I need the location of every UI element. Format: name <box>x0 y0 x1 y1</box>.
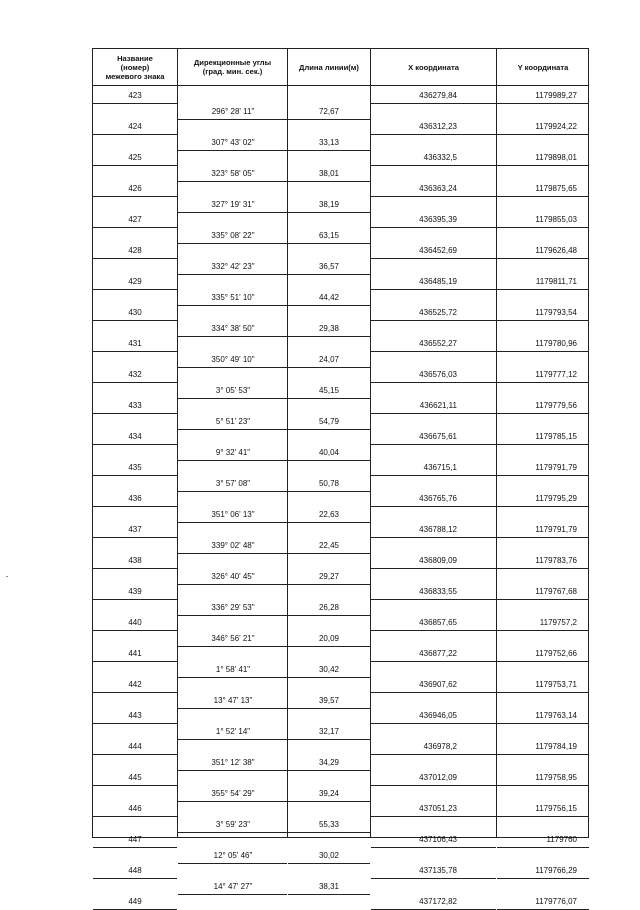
row-rule <box>371 258 496 259</box>
boundary-coordinates-table <box>92 48 589 906</box>
row-rule <box>371 506 496 507</box>
point-name: 448 <box>128 866 142 875</box>
row-rule <box>288 522 370 523</box>
row-rule <box>288 243 370 244</box>
point-name: 434 <box>128 432 142 441</box>
row-rule <box>93 661 177 662</box>
row-rule <box>497 320 589 321</box>
row-rule <box>178 398 287 399</box>
y-coordinate: 1179795,29 <box>535 494 577 503</box>
point-name: 445 <box>128 773 142 782</box>
table-body <box>93 86 588 906</box>
y-coordinate: 1179780,96 <box>535 339 577 348</box>
direction-angle: 9° 32' 41" <box>215 447 251 457</box>
row-rule <box>497 599 589 600</box>
row-rule <box>371 196 496 197</box>
row-rule <box>497 816 589 817</box>
header-x-coordinate: X координата <box>408 62 459 72</box>
x-coordinate: 437012,09 <box>419 773 457 782</box>
line-length: 22,63 <box>318 509 340 519</box>
y-coordinate: 1179626,48 <box>535 246 577 255</box>
x-coordinate: 436312,23 <box>419 122 457 131</box>
x-coordinate: 436675,61 <box>419 432 457 441</box>
point-name: 423 <box>128 91 142 100</box>
line-length: 29,38 <box>318 323 340 333</box>
scan-speck <box>6 576 8 577</box>
row-rule <box>178 491 287 492</box>
y-coordinate: 1179785,15 <box>535 432 577 441</box>
row-rule <box>497 351 589 352</box>
point-name: 425 <box>128 153 142 162</box>
direction-angle: 335° 08' 22" <box>211 230 255 240</box>
point-name: 431 <box>128 339 142 348</box>
direction-angle: 1° 58' 41" <box>215 664 251 674</box>
y-coordinate: 1179777,12 <box>535 370 577 379</box>
row-rule <box>178 832 287 833</box>
row-rule <box>288 584 370 585</box>
x-coordinate: 437135,78 <box>419 866 457 875</box>
row-rule <box>497 165 589 166</box>
line-length: 72,67 <box>318 106 340 116</box>
row-rule <box>178 212 287 213</box>
header-line: Дирекционные углы <box>193 58 272 67</box>
row-rule <box>288 150 370 151</box>
y-coordinate: 1179767,68 <box>535 587 577 596</box>
y-coordinate: 1179756,15 <box>535 804 577 813</box>
x-coordinate: 436978,2 <box>423 742 457 751</box>
x-coordinate: 436877,22 <box>419 649 457 658</box>
direction-angle: 14° 47' 27" <box>213 881 253 891</box>
row-rule <box>93 165 177 166</box>
row-rule <box>93 258 177 259</box>
direction-angle: 346° 56' 21" <box>211 633 255 643</box>
direction-angle: 12° 05' 46" <box>213 850 253 860</box>
row-rule <box>178 274 287 275</box>
line-length: 50,78 <box>318 478 340 488</box>
direction-angle: 335° 51' 10" <box>211 292 255 302</box>
point-name: 430 <box>128 308 142 317</box>
direction-angle: 296° 28' 11" <box>211 106 255 116</box>
direction-angle: 327° 19' 31" <box>211 199 255 209</box>
row-rule <box>371 289 496 290</box>
row-rule <box>288 212 370 213</box>
y-coordinate: 1179776,07 <box>535 897 577 906</box>
row-rule <box>288 553 370 554</box>
line-length: 22,45 <box>318 540 340 550</box>
x-coordinate: 436485,19 <box>419 277 457 286</box>
row-rule <box>497 785 589 786</box>
row-rule <box>371 692 496 693</box>
row-rule <box>93 475 177 476</box>
line-length: 38,01 <box>318 168 340 178</box>
y-coordinate: 1179758,95 <box>535 773 577 782</box>
row-rule <box>371 444 496 445</box>
line-length: 32,17 <box>318 726 340 736</box>
row-rule <box>93 785 177 786</box>
point-name: 440 <box>128 618 142 627</box>
row-rule <box>288 274 370 275</box>
row-rule <box>178 243 287 244</box>
row-rule <box>288 615 370 616</box>
point-name: 426 <box>128 184 142 193</box>
x-coordinate: 436552,27 <box>419 339 457 348</box>
row-rule <box>371 661 496 662</box>
header-line: межевого знака <box>105 71 165 81</box>
row-rule <box>497 289 589 290</box>
row-rule <box>178 739 287 740</box>
x-coordinate: 436363,24 <box>419 184 457 193</box>
direction-angle: 1° 52' 14" <box>215 726 251 736</box>
row-rule <box>497 878 589 879</box>
y-coordinate: 1179766,29 <box>535 866 577 875</box>
y-coordinate: 1179791,79 <box>535 463 577 472</box>
line-length: 40,04 <box>318 447 340 457</box>
row-rule <box>497 196 589 197</box>
point-name: 427 <box>128 215 142 224</box>
x-coordinate: 437051,23 <box>419 804 457 813</box>
x-coordinate: 436452,69 <box>419 246 457 255</box>
line-length: 20,09 <box>318 633 340 643</box>
header-point-name <box>93 49 177 85</box>
row-rule <box>178 801 287 802</box>
point-name: 433 <box>128 401 142 410</box>
row-rule <box>178 305 287 306</box>
x-coordinate: 436765,76 <box>419 494 457 503</box>
row-rule <box>288 429 370 430</box>
header-y-coordinate: Y координата <box>517 62 569 72</box>
y-coordinate: 1179783,76 <box>535 556 577 565</box>
x-coordinate: 436809,09 <box>419 556 457 565</box>
row-rule <box>288 367 370 368</box>
direction-angle: 3° 57' 08" <box>215 478 251 488</box>
row-rule <box>288 863 370 864</box>
row-rule <box>288 708 370 709</box>
y-coordinate: 1179924,22 <box>535 122 577 131</box>
row-rule <box>93 103 177 104</box>
line-length: 29,27 <box>318 571 340 581</box>
row-rule <box>178 336 287 337</box>
row-rule <box>288 770 370 771</box>
row-rule <box>371 568 496 569</box>
row-rule <box>178 615 287 616</box>
row-rule <box>371 816 496 817</box>
row-rule <box>371 103 496 104</box>
row-rule <box>497 537 589 538</box>
direction-angle: 355° 54' 29" <box>211 788 255 798</box>
row-rule <box>178 708 287 709</box>
row-rule <box>178 119 287 120</box>
direction-angle: 5° 51' 23" <box>215 416 251 426</box>
row-rule <box>288 460 370 461</box>
row-rule <box>93 289 177 290</box>
y-coordinate: 1179898,01 <box>535 153 577 162</box>
point-name: 447 <box>128 835 142 844</box>
point-name: 438 <box>128 556 142 565</box>
row-rule <box>178 150 287 151</box>
direction-angle: 307° 43' 02" <box>211 137 255 147</box>
y-coordinate: 1179757,2 <box>539 618 577 627</box>
row-rule <box>497 754 589 755</box>
direction-angle: 350° 49' 10" <box>211 354 255 364</box>
row-rule <box>93 723 177 724</box>
direction-angle: 351° 06' 13" <box>211 509 255 519</box>
row-rule <box>93 754 177 755</box>
line-length: 54,79 <box>318 416 340 426</box>
header-line: Название <box>117 53 153 63</box>
line-length: 30,02 <box>318 850 340 860</box>
header-line: (град. мин. сек.) <box>202 67 263 76</box>
row-rule <box>178 553 287 554</box>
y-coordinate: 1179784,19 <box>535 742 577 751</box>
row-rule <box>93 537 177 538</box>
row-rule <box>288 119 370 120</box>
x-coordinate: 437106,43 <box>419 835 457 844</box>
row-rule <box>93 413 177 414</box>
line-length: 30,42 <box>318 664 340 674</box>
row-rule <box>288 801 370 802</box>
row-rule <box>178 522 287 523</box>
point-name: 439 <box>128 587 142 596</box>
line-length: 26,28 <box>318 602 340 612</box>
header-line-length: Длина линии(м) <box>299 62 359 72</box>
row-rule <box>178 677 287 678</box>
row-rule <box>371 847 496 848</box>
x-coordinate: 436857,65 <box>419 618 457 627</box>
row-rule <box>93 196 177 197</box>
x-coordinate: 436946,05 <box>419 711 457 720</box>
direction-angle: 323° 58' 05" <box>211 168 255 178</box>
row-rule <box>288 491 370 492</box>
point-name: 446 <box>128 804 142 813</box>
row-rule <box>497 630 589 631</box>
point-name: 428 <box>128 246 142 255</box>
row-rule <box>288 336 370 337</box>
row-rule <box>497 103 589 104</box>
row-rule <box>497 413 589 414</box>
line-length: 44,42 <box>318 292 340 302</box>
y-coordinate: 1179760 <box>546 835 577 844</box>
row-rule <box>93 382 177 383</box>
point-name: 449 <box>128 897 142 906</box>
row-rule <box>93 134 177 135</box>
y-coordinate: 1179875,65 <box>535 184 577 193</box>
row-rule <box>288 646 370 647</box>
row-rule <box>288 677 370 678</box>
row-rule <box>371 599 496 600</box>
row-rule <box>288 894 370 895</box>
y-coordinate: 1179779,56 <box>535 401 577 410</box>
row-rule <box>93 692 177 693</box>
row-rule <box>93 599 177 600</box>
row-rule <box>371 382 496 383</box>
row-rule <box>93 816 177 817</box>
direction-angle: 13° 47' 13" <box>213 695 253 705</box>
row-rule <box>371 413 496 414</box>
row-rule <box>371 723 496 724</box>
header-direction-angles <box>178 49 287 85</box>
row-rule <box>497 227 589 228</box>
direction-angle: 336° 29' 53" <box>211 602 255 612</box>
direction-angle: 334° 38' 50" <box>211 323 255 333</box>
direction-angle: 351° 12' 38" <box>211 757 255 767</box>
row-rule <box>371 785 496 786</box>
x-coordinate: 436395,39 <box>419 215 457 224</box>
line-length: 24,07 <box>318 354 340 364</box>
row-rule <box>497 134 589 135</box>
row-rule <box>288 739 370 740</box>
row-rule <box>178 367 287 368</box>
line-length: 36,57 <box>318 261 340 271</box>
row-rule <box>93 506 177 507</box>
row-rule <box>497 506 589 507</box>
direction-angle: 326° 40' 45" <box>211 571 255 581</box>
x-coordinate: 436525,72 <box>419 308 457 317</box>
row-rule <box>371 537 496 538</box>
row-rule <box>178 429 287 430</box>
row-rule <box>371 630 496 631</box>
row-rule <box>178 584 287 585</box>
y-coordinate: 1179793,54 <box>535 308 577 317</box>
y-coordinate: 1179791,79 <box>535 525 577 534</box>
line-length: 34,29 <box>318 757 340 767</box>
point-name: 435 <box>128 463 142 472</box>
row-rule <box>497 692 589 693</box>
row-rule <box>371 475 496 476</box>
line-length: 55,33 <box>318 819 340 829</box>
row-rule <box>93 444 177 445</box>
row-rule <box>288 181 370 182</box>
point-name: 442 <box>128 680 142 689</box>
row-rule <box>497 661 589 662</box>
row-rule <box>93 878 177 879</box>
x-coordinate: 436715,1 <box>423 463 457 472</box>
point-name: 441 <box>128 649 142 658</box>
row-rule <box>178 646 287 647</box>
x-coordinate: 436833,55 <box>419 587 457 596</box>
header-line: (номер) <box>120 62 150 72</box>
row-rule <box>497 475 589 476</box>
point-name: 443 <box>128 711 142 720</box>
row-rule <box>288 305 370 306</box>
point-name: 424 <box>128 122 142 131</box>
y-coordinate: 1179811,71 <box>535 277 577 286</box>
direction-angle: 339° 02' 48" <box>211 540 255 550</box>
line-length: 39,24 <box>318 788 340 798</box>
line-length: 63,15 <box>318 230 340 240</box>
line-length: 45,15 <box>318 385 340 395</box>
direction-angle: 332° 42' 23" <box>211 261 255 271</box>
row-rule <box>371 227 496 228</box>
row-rule <box>178 863 287 864</box>
x-coordinate: 436907,62 <box>419 680 457 689</box>
row-rule <box>288 832 370 833</box>
row-rule <box>371 134 496 135</box>
row-rule <box>371 165 496 166</box>
y-coordinate: 1179855,03 <box>535 215 577 224</box>
row-rule <box>497 723 589 724</box>
row-rule <box>93 630 177 631</box>
row-rule <box>178 181 287 182</box>
direction-angle: 3° 59' 23" <box>215 819 251 829</box>
y-coordinate: 1179752,66 <box>535 649 577 658</box>
x-coordinate: 437172,82 <box>419 897 457 906</box>
point-name: 432 <box>128 370 142 379</box>
row-rule <box>497 258 589 259</box>
y-coordinate: 1179753,71 <box>535 680 577 689</box>
point-name: 429 <box>128 277 142 286</box>
row-rule <box>178 894 287 895</box>
x-coordinate: 436576,03 <box>419 370 457 379</box>
line-length: 33,13 <box>318 137 340 147</box>
y-coordinate: 1179763,14 <box>535 711 577 720</box>
row-rule <box>371 320 496 321</box>
direction-angle: 3° 05' 53" <box>215 385 251 395</box>
row-rule <box>371 351 496 352</box>
row-rule <box>93 351 177 352</box>
x-coordinate: 436621,11 <box>419 401 457 410</box>
row-rule <box>178 460 287 461</box>
row-rule <box>371 878 496 879</box>
point-name: 436 <box>128 494 142 503</box>
y-coordinate: 1179989,27 <box>535 91 577 100</box>
row-rule <box>497 568 589 569</box>
row-rule <box>93 227 177 228</box>
row-rule <box>178 770 287 771</box>
row-rule <box>93 847 177 848</box>
x-coordinate: 436332,5 <box>423 153 457 162</box>
row-rule <box>93 568 177 569</box>
row-rule <box>288 398 370 399</box>
row-rule <box>497 444 589 445</box>
line-length: 39,57 <box>318 695 340 705</box>
line-length: 38,31 <box>318 881 340 891</box>
x-coordinate: 436279,84 <box>419 91 457 100</box>
row-rule <box>93 320 177 321</box>
row-rule <box>371 754 496 755</box>
point-name: 437 <box>128 525 142 534</box>
point-name: 444 <box>128 742 142 751</box>
row-rule <box>497 382 589 383</box>
row-rule <box>497 847 589 848</box>
x-coordinate: 436788,12 <box>419 525 457 534</box>
line-length: 38,19 <box>318 199 340 209</box>
